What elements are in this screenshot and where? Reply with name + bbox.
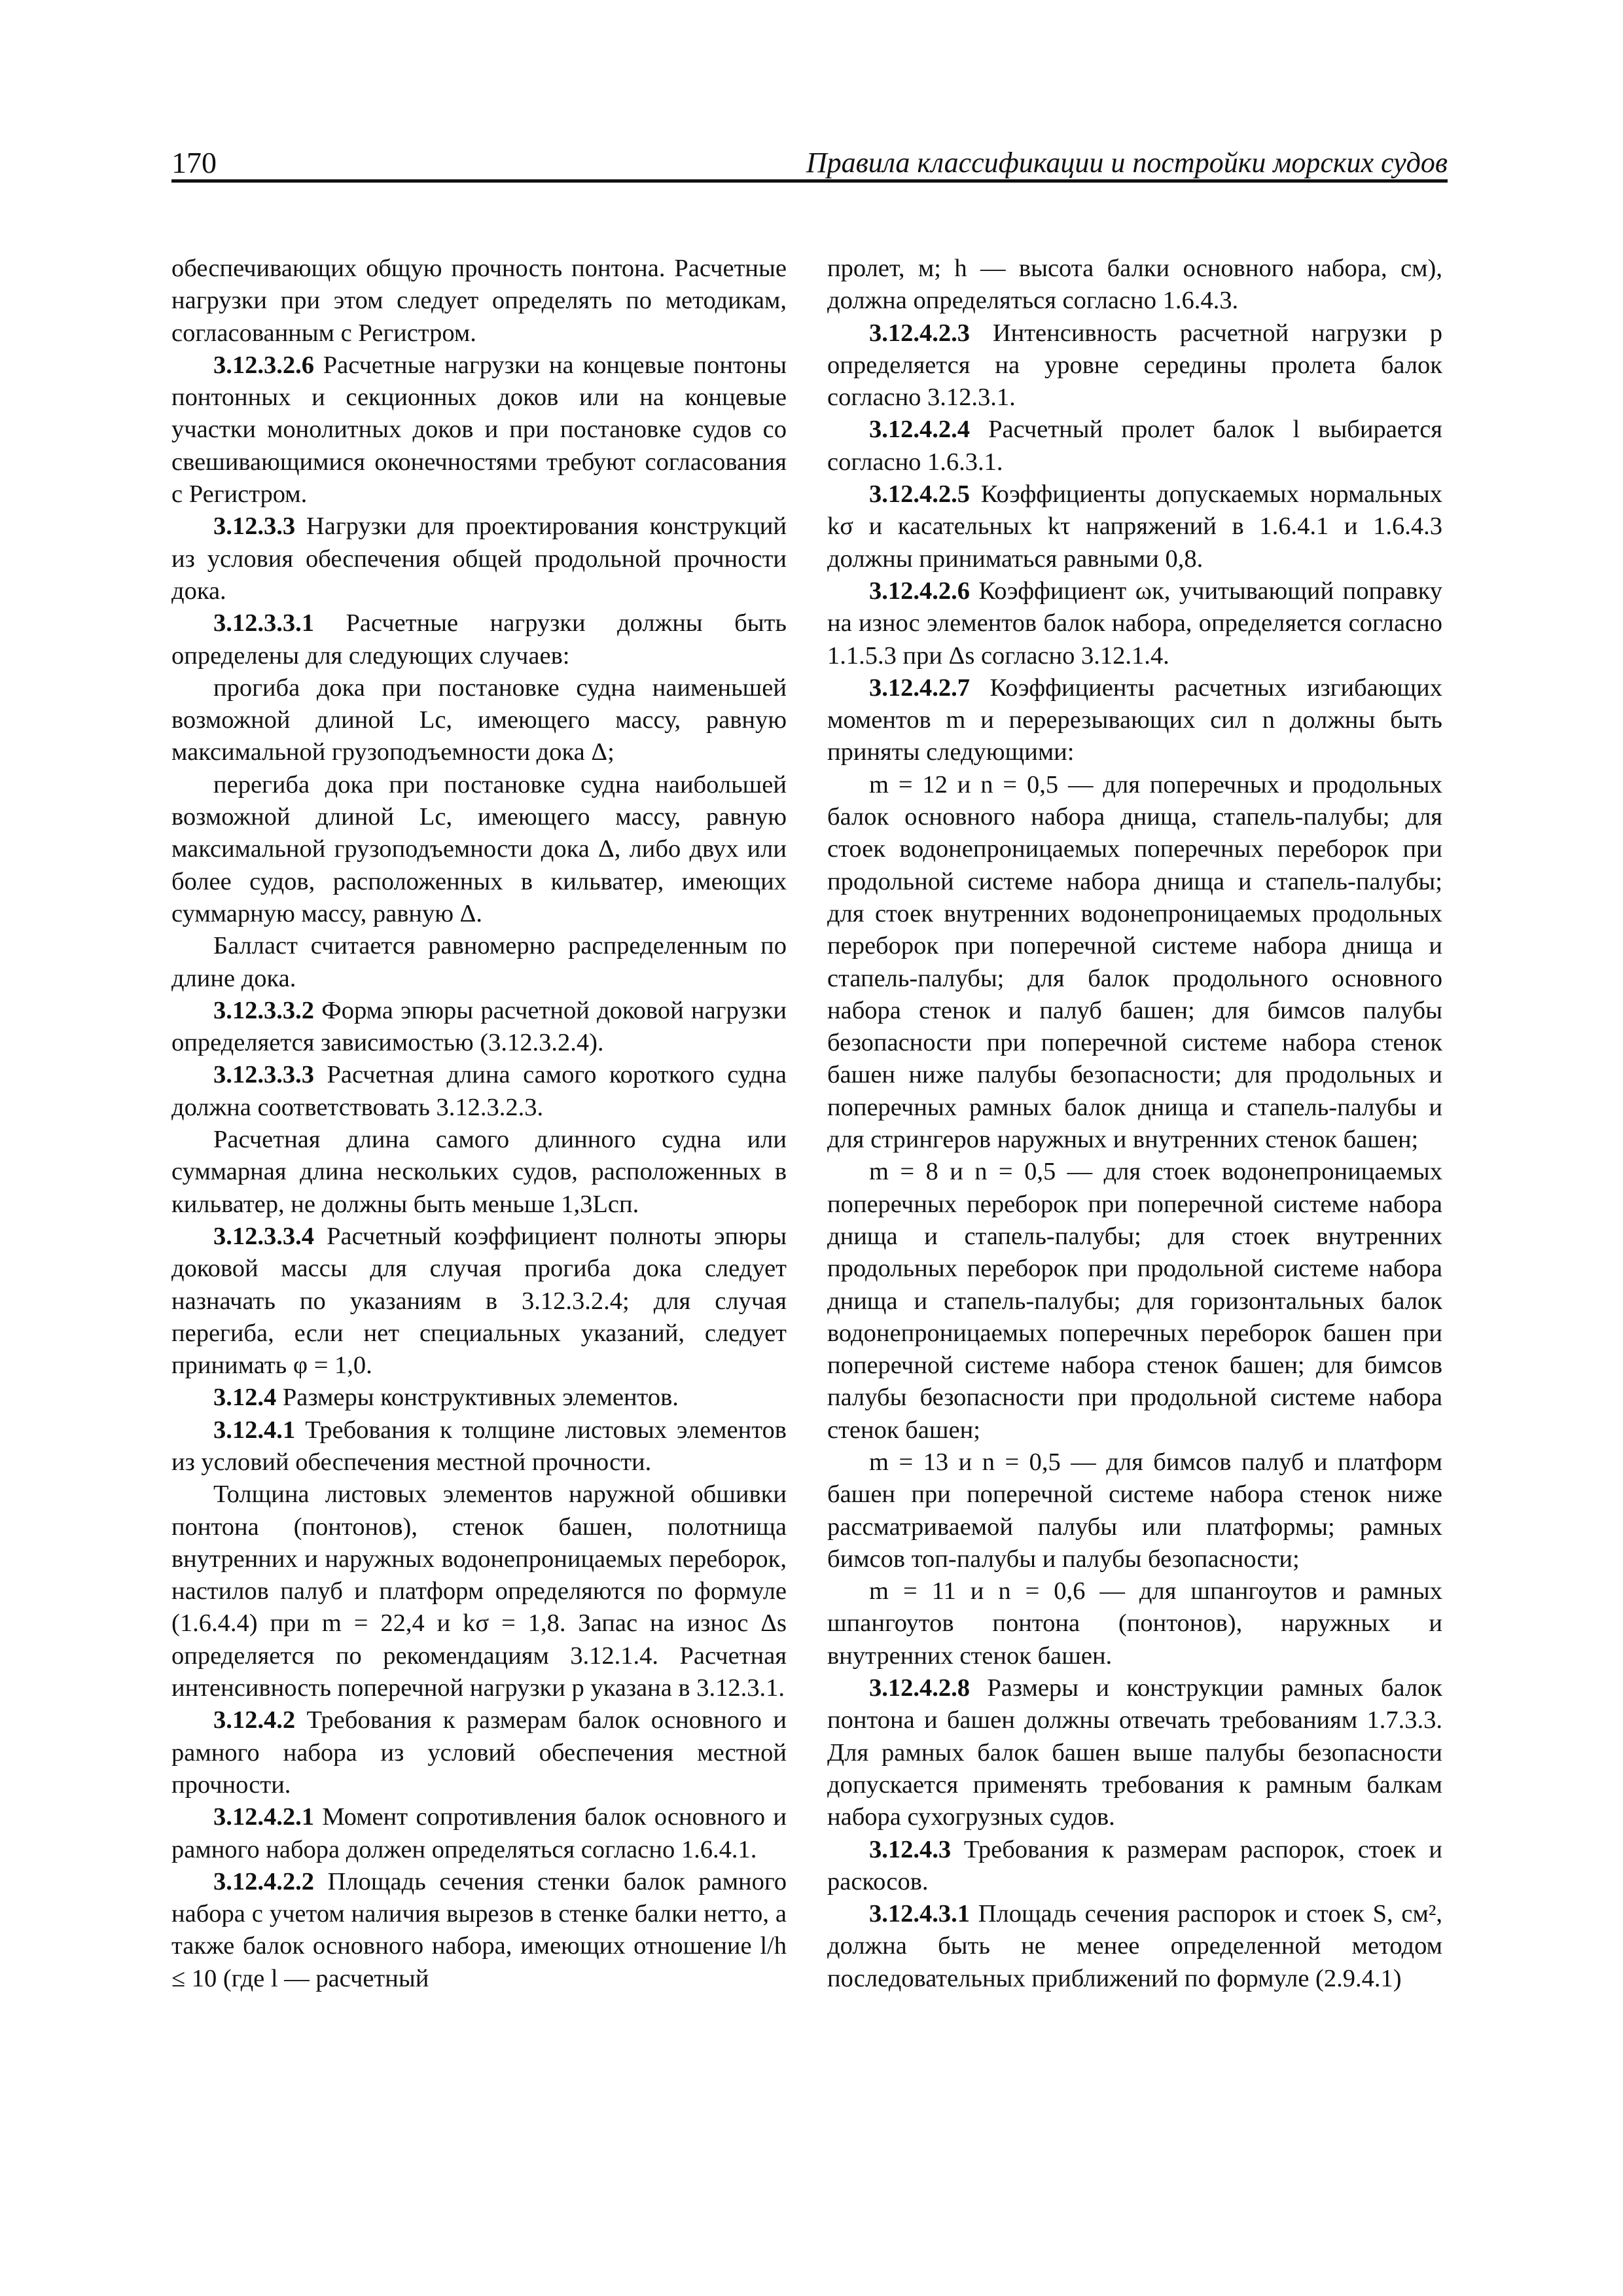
paragraph: 3.12.4.2 Требования к размерам балок основного и рамного набора из условий обеспечения местной прочности. bbox=[171, 1706, 787, 1799]
paragraph: 3.12.3.3 Нагрузки для проектирования конструкций из условия обеспечения общей продольной прочности дока. bbox=[171, 512, 787, 605]
paragraph: 3.12.4.3 Требования к размерам распорок, стоек и раскосов. bbox=[827, 1835, 1442, 1895]
paragraph: 3.12.3.3.3 Расчетная длина самого короткого судна должна соответствовать 3.12.3.2.3. bbox=[171, 1061, 787, 1121]
paragraph: обеспечивающих общую прочность понтона. Расчетные нагрузки при этом следует определять по методикам, согласованным с Регистром. bbox=[171, 255, 787, 347]
paragraph: m = 12 и n = 0,5 — для поперечных и продольных балок основного набора днища, стапель-палубы; для стоек водонепроницаемых поперечных переборок при продольной системе набора днища и стапель-палубы; для стоек внутренних водонепроницаемых продольных переборок при поперечной системе набора днища и стапель-палубы; для балок продольного основного набора стенок и палуб башен; для бимсов палубы безопасности при поперечной системе набора стенок башен ниже палубы безопасности; для продольных и поперечных рамных балок днища и стапель-палубы и для стрингеров наружных и внутренних стенок башен; bbox=[827, 770, 1442, 1154]
paragraph: 3.12.4.2.8 Размеры и конструкции рамных балок понтона и башен должны отвечать требованиям 1.7.3.3. Для рамных балок башен выше палубы безопасности допускается применять требования к рамным балкам набора сухогрузных судов. bbox=[827, 1674, 1442, 1831]
paragraph: 3.12.4.1 Требования к толщине листовых элементов из условий обеспечения местной прочности. bbox=[171, 1416, 787, 1476]
page-header bbox=[171, 148, 1448, 178]
paragraph: 3.12.3.3.1 Расчетные нагрузки должны быть определены для следующих случаев: bbox=[171, 609, 787, 670]
paragraph: Балласт считается равномерно распределенным по длине дока. bbox=[171, 932, 787, 992]
paragraph: пролет, м; h — высота балки основного набора, см), должна определяться согласно 1.6.4.3. bbox=[827, 255, 1442, 315]
paragraph: 3.12.3.3.2 Форма эпюры расчетной доковой нагрузки определяется зависимостью (3.12.3.2.4). bbox=[171, 996, 787, 1057]
paragraph: прогиба дока при постановке судна наименьшей возможной длиной Lс, имеющего массу, равную максимальной грузоподъемности дока Δ; bbox=[171, 673, 787, 766]
paragraph: 3.12.4.2.1 Момент сопротивления балок основного и рамного набора должен определяться согласно 1.6.4.1. bbox=[171, 1803, 787, 1863]
paragraph: 3.12.4.2.5 Коэффициенты допускаемых нормальных kσ и касательных kτ напряжений в 1.6.4.1 и 1.6.4.3 должны приниматься равными 0,8. bbox=[827, 480, 1442, 573]
right-column bbox=[827, 253, 1442, 2190]
paragraph: 3.12.3.2.6 Расчетные нагрузки на концевые понтоны понтонных и секционных доков или на концевые участки монолитных доков и при постановке судов со свешивающимися оконечностями требуют согласования с Регистром. bbox=[171, 351, 787, 509]
paragraph: 3.12.4.3.1 Площадь сечения распорок и стоек S, см², должна быть не менее определенной методом последовательных приближений по формуле (2.9.4.1) bbox=[827, 1900, 1442, 1992]
paragraph: m = 13 и n = 0,5 — для бимсов палуб и платформ башен при поперечной системе набора стенок ниже рассматриваемой палубы или платформы; рамных бимсов топ-палубы и палубы безопасности; bbox=[827, 1448, 1442, 1573]
left-column bbox=[171, 253, 787, 2190]
page-number: 170 bbox=[171, 146, 217, 179]
paragraph: 3.12.4.2.3 Интенсивность расчетной нагрузки p определяется на уровне середины пролета балок согласно 3.12.3.1. bbox=[827, 319, 1442, 412]
paragraph: Толщина листовых элементов наружной обшивки понтона (понтонов), стенок башен, полотнища внутренних и наружных водонепроницаемых переборок, настилов палуб и платформ определяются по формуле (1.6.4.4) при m = 22,4 и kσ = 1,8. Запас на износ Δs определяется по рекомендациям 3.12.1.4. Расчетная интенсивность поперечной нагрузки p указана в 3.12.3.1. bbox=[171, 1480, 787, 1702]
paragraph: 3.12.4.2.7 Коэффициенты расчетных изгибающих моментов m и перерезывающих сил n должны быть приняты следующими: bbox=[827, 673, 1442, 766]
paragraph: 3.12.4.2.4 Расчетный пролет балок l выбирается согласно 1.6.3.1. bbox=[827, 416, 1442, 476]
paragraph: 3.12.4 Размеры конструктивных элементов. bbox=[213, 1384, 679, 1412]
paragraph: перегиба дока при постановке судна наибольшей возможной длиной Lс, имеющего массу, равную максимальной грузоподъемности дока Δ, либо двух или более судов, расположенных в кильватер, имеющих суммарную массу, равную Δ. bbox=[171, 770, 787, 927]
paragraph: 3.12.4.2.2 Площадь сечения стенки балок рамного набора с учетом наличия вырезов в стенке балки нетто, а также балок основного набора, имеющих отношение l/h ≤ 10 (где l — расчетный bbox=[171, 1867, 787, 1992]
running-title: Правила классификации и постройки морских судов bbox=[806, 147, 1448, 179]
paragraph: 3.12.3.3.4 Расчетный коэффициент полноты эпюры доковой массы для случая прогиба дока следует назначать по указаниям в 3.12.3.2.4; для случая перегиба, если нет специальных указаний, следует принимать φ = 1,0. bbox=[171, 1222, 787, 1380]
paragraph: Расчетная длина самого длинного судна или суммарная длина нескольких судов, расположенных в кильватер, не должны быть меньше 1,3Lсп. bbox=[171, 1126, 787, 1218]
paragraph: 3.12.4.2.6 Коэффициент ωк, учитывающий поправку на износ элементов балок набора, определяется согласно 1.1.5.3 при Δs согласно 3.12.1.4. bbox=[827, 577, 1442, 670]
header-rule bbox=[171, 179, 1448, 183]
paragraph: m = 11 и n = 0,6 — для шпангоутов и рамных шпангоутов понтона (понтонов), наружных и внутренних стенок башен. bbox=[827, 1577, 1442, 1670]
paragraph: m = 8 и n = 0,5 — для стоек водонепроницаемых поперечных переборок при поперечной системе набора днища и стапель-палубы; для стоек внутренних продольных переборок при продольной системе набора днища и стапель-палубы; для горизонтальных балок водонепроницаемых поперечных переборок башен при поперечной системе набора стенок башен; для бимсов палубы безопасности при продольной системе набора стенок башен; bbox=[827, 1158, 1442, 1444]
